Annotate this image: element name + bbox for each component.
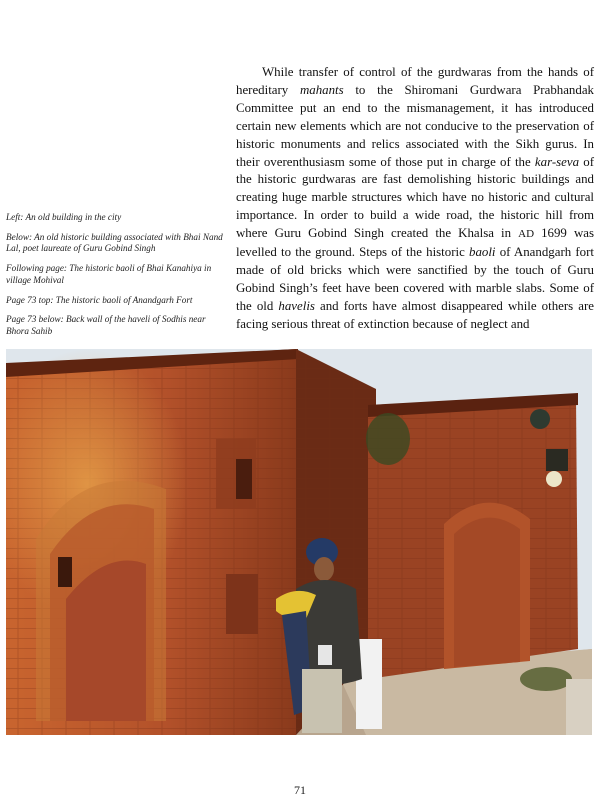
caption-page73-top: Page 73 top: The historic baoli of Anandgarh Fort <box>6 294 193 305</box>
text-run: While transfer of control of the gurdwaras from the hands of hereditary <box>236 65 594 97</box>
text-run: of Anandgarh fort made of old bricks which were sanctified by the touch of Guru Gobind Singh’s feet have been covered with marble slabs. Some of the old <box>236 245 595 313</box>
caption-below: Below: An old historic building associated with Bhai Nand Lal, poet laureate of Guru Gobind Singh <box>6 231 223 254</box>
body-text <box>236 64 594 334</box>
page-number: 71 <box>294 783 306 797</box>
text-run: to the Shiromani Gurdwara Prabhandak Committee put an end to the mismanagement, it has introduced certain new elements which are not conducive to the preservation of historic monuments and relics associated with the Sikh gurus. In their overenthusiasm some of those put in charge of the <box>236 82 594 169</box>
caption-left: Left: An old building in the city <box>6 212 122 222</box>
italic-term: baoli <box>469 245 496 260</box>
italic-term: kar-seva <box>534 154 580 169</box>
caption-page73-below: Page 73 below: Back wall of the haveli of Sodhis near Bhora Sahib <box>6 314 206 336</box>
brick-building-illustration <box>6 349 592 735</box>
caption-following-page: Following page: The historic baoli of Bhai Kanahiya in village Mohival <box>6 263 212 285</box>
photo-historic-brick-building <box>6 349 592 735</box>
text-run: 1699 was levelled to the ground. Steps of the historic <box>236 226 594 260</box>
small-caps-era: AD <box>518 228 535 241</box>
italic-term: mahants <box>299 82 344 97</box>
body-paragraph <box>236 64 594 334</box>
italic-term: havelis <box>278 298 315 313</box>
photo-captions <box>6 212 228 346</box>
text-run: and forts have almost disappeared while others are facing serious threat of extinction because of neglect and <box>236 298 594 331</box>
text-run: of the historic gurdwaras are fast demolishing historic buildings and creating huge marble structures which have no historic and cultural importance. In order to build a wide road, the historic hill from where Guru Gobind Singh created the Khalsa in <box>236 154 594 241</box>
